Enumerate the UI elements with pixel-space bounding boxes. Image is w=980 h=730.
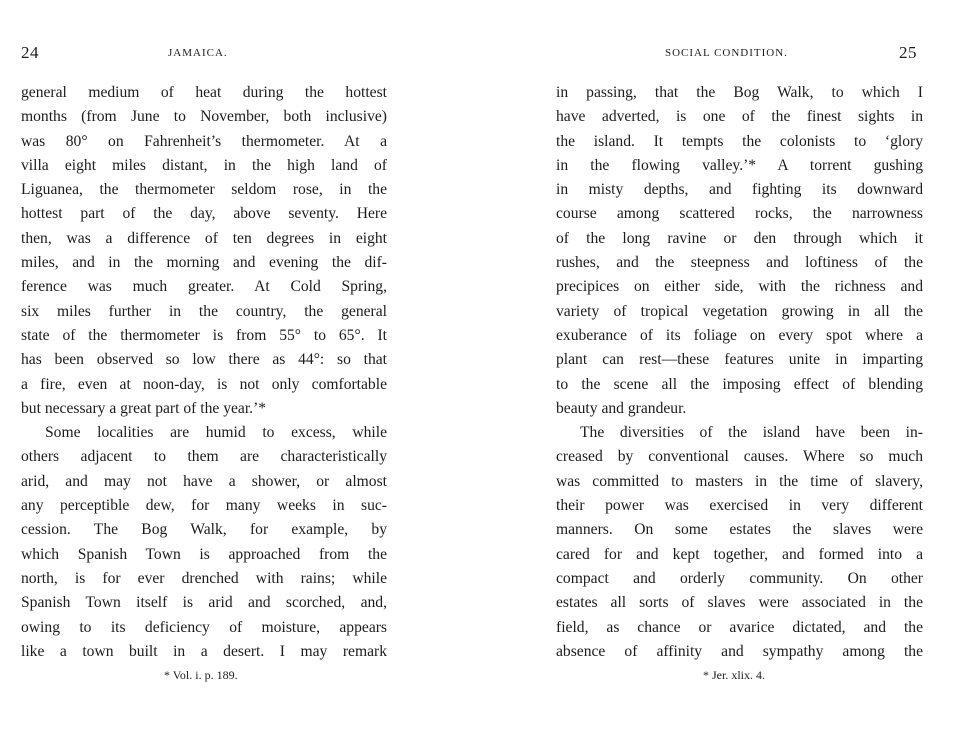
text-line: which Spanish Town is approached from the [21, 545, 387, 563]
text-line: north, is for ever drenched with rains; while [21, 569, 387, 587]
footnote: * Jer. xlix. 4. [703, 668, 765, 682]
text-line: precipices on either side, with the richness and [556, 278, 923, 296]
text-line: absence of affinity and sympathy among the [556, 642, 923, 660]
text-line: owing to its deficiency of moisture, appears [21, 618, 387, 636]
text-line: a fire, even at noon-day, is not only comfortable [21, 375, 387, 393]
body-text [556, 81, 923, 664]
text-line: others adjacent to them are characteristically [21, 448, 387, 466]
text-line: but necessary a great part of the year.’* [21, 399, 267, 417]
text-line: was committed to masters in the time of slavery, [556, 472, 923, 490]
text-line: estates all sorts of slaves were associated in the [556, 594, 923, 612]
text-line: exuberance of its foliage on every spot where a [556, 326, 923, 344]
text-line: the island. It tempts the colonists to ‘glory [556, 132, 923, 150]
text-line: was 80° on Fahrenheit’s thermometer. At a [21, 132, 387, 150]
text-line: in passing, that the Bog Walk, to which I [556, 84, 923, 101]
text-line: in the flowing valley.’* A torrent gushing [556, 156, 923, 174]
text-line: hottest part of the day, above seventy. Here [21, 205, 387, 223]
text-line: arid, and may not have a shower, or almost [21, 472, 387, 490]
footnote: * Vol. i. p. 189. [164, 668, 238, 682]
text-line: state of the thermometer is from 55° to 65°. It [21, 326, 387, 344]
page-number: 25 [899, 43, 917, 62]
body-text [21, 81, 387, 664]
text-line: villa eight miles distant, in the high land of [21, 156, 387, 174]
text-line: has been observed so low there as 44°: so that [21, 351, 387, 369]
text-line: variety of tropical vegetation growing in all the [556, 302, 923, 320]
text-line: Spanish Town itself is arid and scorched, and, [21, 594, 387, 612]
text-line: to the scene all the imposing effect of blending [556, 375, 923, 393]
text-line: course among scattered rocks, the narrowness [556, 205, 923, 223]
text-line: Some localities are humid to excess, while [45, 424, 387, 442]
text-line: The diversities of the island have been in- [580, 424, 923, 442]
text-line: creased by conventional causes. Where so much [556, 448, 923, 466]
text-line: six miles further in the country, the general [21, 302, 387, 320]
text-line: in misty depths, and fighting its downward [556, 181, 923, 199]
running-head: JAMAICA. [168, 47, 228, 59]
text-line: like a town built in a desert. I may remark [21, 642, 387, 660]
text-line: cession. The Bog Walk, for example, by [21, 521, 387, 539]
page-number: 24 [21, 43, 39, 62]
text-line: of the long ravine or den through which it [556, 229, 923, 247]
text-line: field, as chance or avarice dictated, and the [556, 618, 923, 636]
text-line: their power was exercised in very different [556, 497, 923, 515]
text-line: Liguanea, the thermometer seldom rose, in the [21, 181, 387, 199]
text-line: rushes, and the steepness and loftiness of the [556, 254, 923, 272]
text-line: have adverted, is one of the finest sights in [556, 108, 923, 126]
text-line: manners. On some estates the slaves were [556, 521, 923, 539]
text-line: cared for and kept together, and formed into a [556, 545, 923, 563]
text-line: miles, and in the morning and evening the dif- [21, 254, 387, 272]
text-line: then, was a difference of ten degrees in eight [21, 229, 387, 247]
text-line: compact and orderly community. On other [556, 569, 923, 587]
right-page [490, 0, 980, 730]
running-head: SOCIAL CONDITION. [665, 47, 788, 59]
text-line: months (from June to November, both inclusive) [21, 108, 387, 126]
text-line: ference was much greater. At Cold Spring, [21, 278, 387, 296]
text-line: any perceptible dew, for many weeks in suc- [21, 497, 387, 515]
text-line: general medium of heat during the hottest [21, 84, 387, 101]
text-line: beauty and grandeur. [556, 399, 687, 417]
text-line: plant can rest—these features unite in imparting [556, 351, 923, 369]
